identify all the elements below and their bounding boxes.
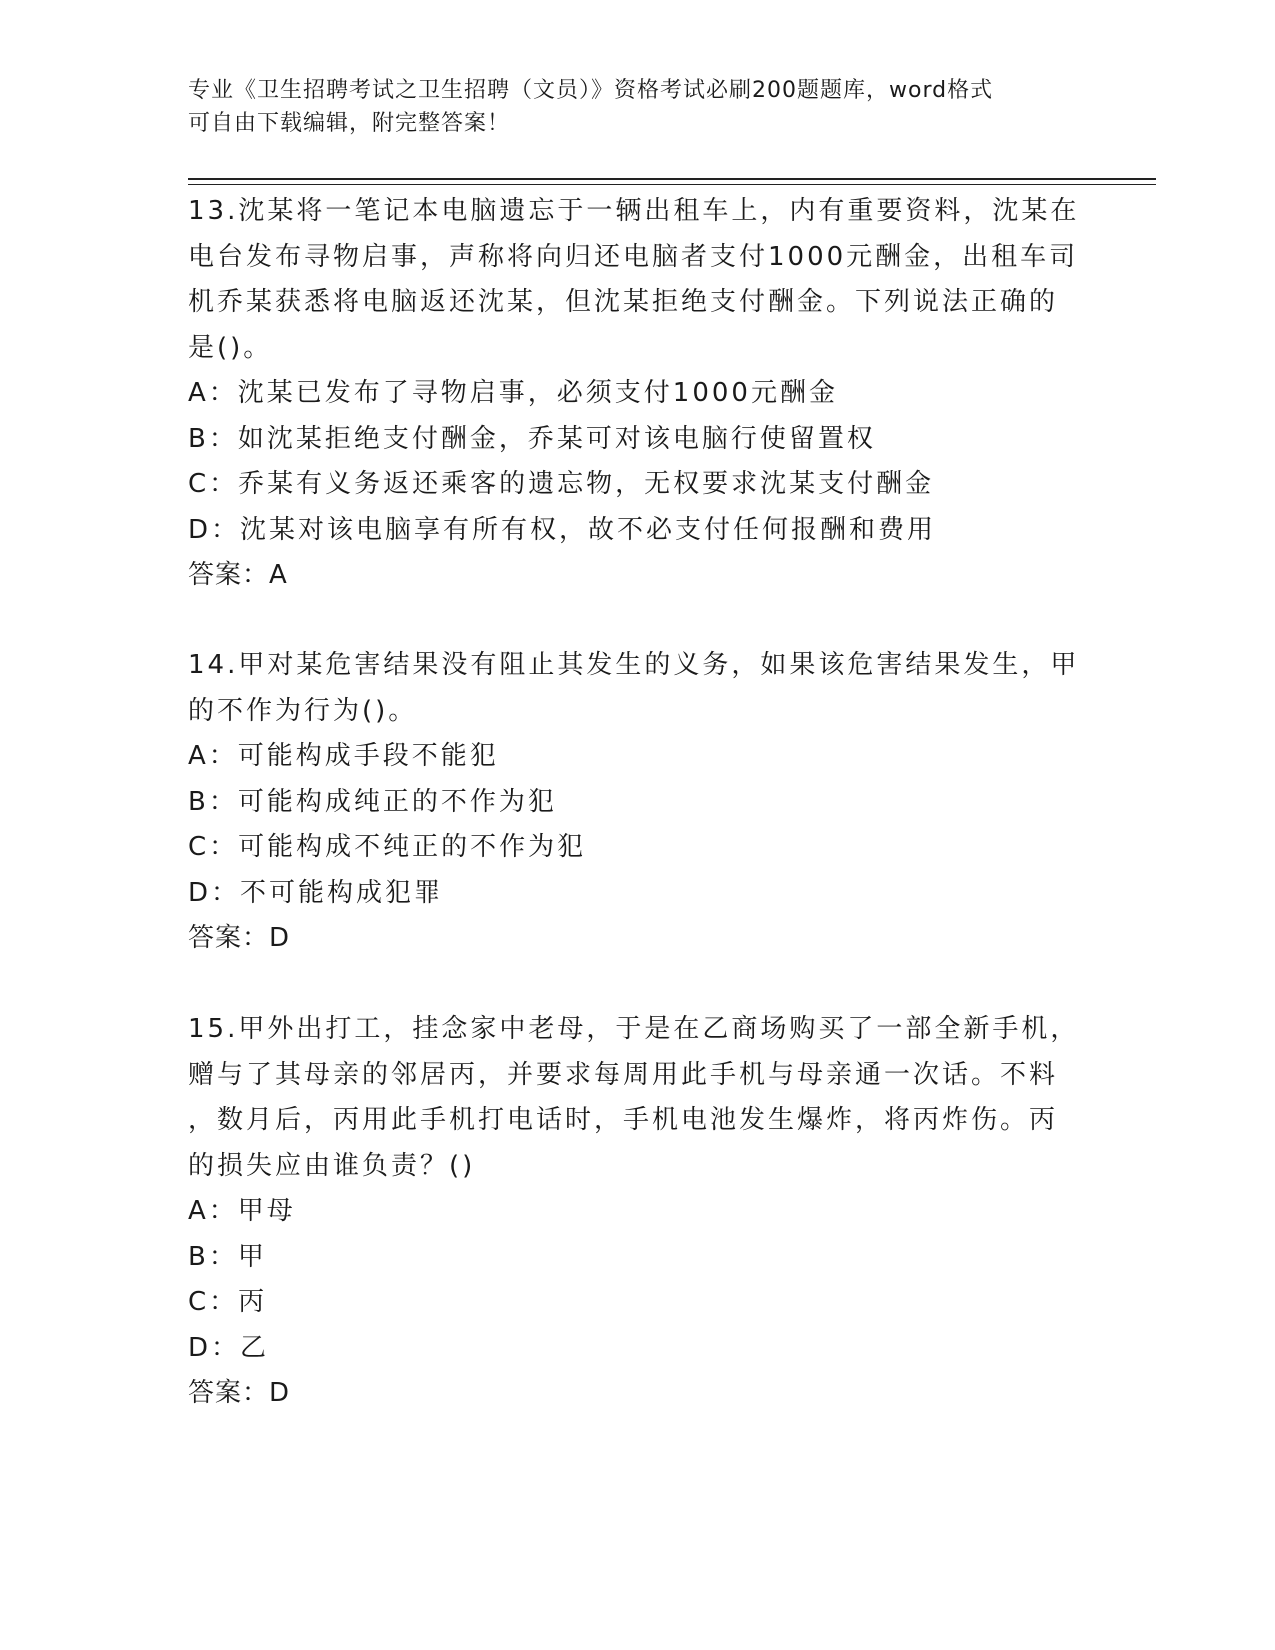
question-14-option-c: C：可能构成不纯正的不作为犯 xyxy=(188,832,587,862)
question-14-option-b: B：可能构成纯正的不作为犯 xyxy=(188,786,557,817)
header-line-1: 专业《卫生招聘考试之卫生招聘（文员）》资格考试必刷200题题库，word格式 xyxy=(188,78,994,103)
question-15-option-c: C：丙 xyxy=(188,1287,268,1317)
question-15 xyxy=(188,1007,1088,1417)
question-14-stem-line-1: 14.甲对某危害结果没有阻止其发生的义务，如果该危害结果发生，甲 xyxy=(188,650,1080,680)
question-13-stem-line-4: 是()。 xyxy=(188,332,273,363)
header-line-2: 可自由下载编辑，附完整答案！ xyxy=(188,111,511,136)
question-14-option-a: A：可能构成手段不能犯 xyxy=(188,741,499,771)
question-14-stem-line-2: 的不作为行为()。 xyxy=(188,695,418,726)
question-13-stem-line-2: 电台发布寻物启事，声称将向归还电脑者支付1000元酬金，出租车司 xyxy=(188,241,1079,272)
question-15-option-a: A：甲母 xyxy=(188,1196,296,1226)
question-13-option-d: D：沈某对该电脑享有所有权，故不必支付任何报酬和费用 xyxy=(188,514,937,545)
question-15-stem-line-2: 赠与了其母亲的邻居丙，并要求每周用此手机与母亲通一次话。不料 xyxy=(188,1059,1059,1090)
question-15-stem-line-3: ，数月后，丙用此手机打电话时，手机电池发生爆炸，将丙炸伤。丙 xyxy=(188,1105,1059,1135)
question-15-stem-line-4: 的损失应由谁负责？() xyxy=(188,1150,476,1181)
question-15-answer: 答案：D xyxy=(188,1378,291,1408)
question-15-option-d: D：乙 xyxy=(188,1332,270,1363)
question-15-option-b: B：甲 xyxy=(188,1241,267,1272)
header-divider-thick xyxy=(188,178,1156,180)
question-13-answer: 答案：A xyxy=(188,560,288,590)
question-13 xyxy=(188,189,1088,599)
question-13-option-a: A：沈某已发布了寻物启事，必须支付1000元酬金 xyxy=(188,378,838,408)
question-14 xyxy=(188,643,1088,962)
question-13-stem-line-3: 机乔某获悉将电脑返还沈某，但沈某拒绝支付酬金。下列说法正确的 xyxy=(188,287,1059,317)
question-14-option-d: D：不可能构成犯罪 xyxy=(188,877,444,908)
header-divider-thin xyxy=(188,184,1156,185)
question-13-option-b: B：如沈某拒绝支付酬金，乔某可对该电脑行使留置权 xyxy=(188,423,876,454)
question-13-option-c: C：乔某有义务返还乘客的遗忘物，无权要求沈某支付酬金 xyxy=(188,469,935,499)
question-13-stem-line-1: 13.沈某将一笔记本电脑遗忘于一辆出租车上，内有重要资料，沈某在 xyxy=(188,196,1080,226)
document-header xyxy=(188,74,1068,140)
question-14-answer: 答案：D xyxy=(188,923,291,953)
question-15-stem-line-1: 15.甲外出打工，挂念家中老母，于是在乙商场购买了一部全新手机， xyxy=(188,1014,1080,1044)
